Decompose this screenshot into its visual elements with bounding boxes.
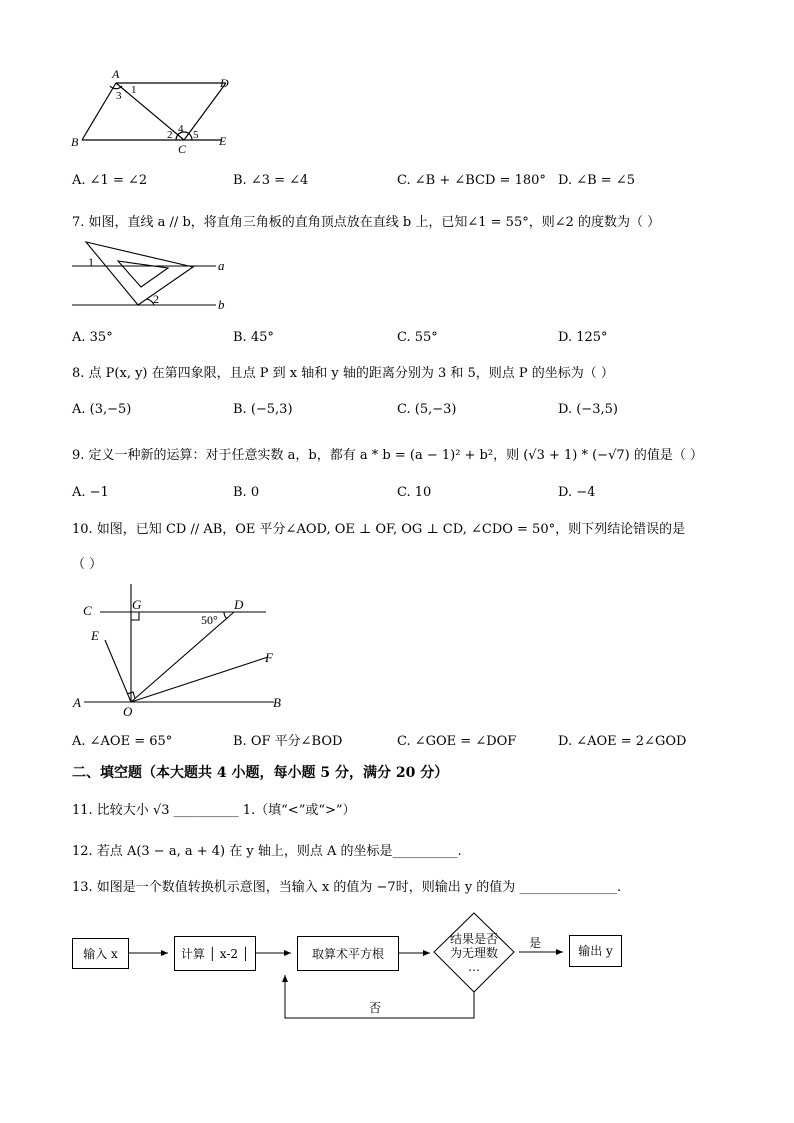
svg-text:5: 5 (193, 129, 199, 141)
q7-option-c: C. 55° (397, 330, 438, 345)
svg-text:2: 2 (167, 129, 173, 141)
svg-text:4: 4 (178, 123, 184, 135)
section-2-title: 二、填空题（本大题共 4 小题，每小题 5 分，满分 20 分） (72, 765, 449, 781)
svg-text:D: D (234, 597, 244, 612)
flow-decision-text: 结果是否 为无理数 … (449, 932, 498, 974)
q9-option-d: D. −4 (558, 485, 596, 500)
q6-option-d: D. ∠B = ∠5 (558, 173, 635, 188)
q11-stem: 11. 比较大小 √3 __________ 1.（填“<”或“>”） (72, 803, 356, 818)
q13-stem: 13. 如图是一个数值转换机示意图，当输入 x 的值为 −7时，则输出 y 的值为 _______________. (72, 880, 622, 895)
q8-stem: 8. 点 P(x, y) 在第四象限，且点 P 到 x 轴和 y 轴的距离分别为 3 和 5，则点 P 的坐标为（ ） (72, 366, 614, 381)
q10-stem: 10. 如图，已知 CD // AB，OE 平分∠AOD, OE ⊥ OF, OG ⊥ CD, ∠CDO = 50°，则下列结论错误的是 (72, 522, 686, 537)
svg-text:A: A (112, 67, 120, 81)
svg-text:50°: 50° (201, 613, 218, 627)
q9-stem: 9. 定义一种新的运算：对于任意实数 a，b，都有 a * b = (a − 1)² + b²，则 (√3 + 1) * (−√7) 的值是（ ） (72, 448, 703, 463)
flow-compute-box: 计算 │ x-2 │ (174, 936, 256, 971)
q6-option-b: B. ∠3 = ∠4 (233, 173, 309, 188)
q8-option-d: D. (−3,5) (558, 402, 618, 417)
q8-option-b: B. (−5,3) (233, 402, 293, 417)
q7-option-d: D. 125° (558, 330, 608, 345)
q10-option-b: B. OF 平分∠BOD (233, 734, 343, 749)
q9-option-b: B. 0 (233, 485, 260, 500)
q10-stem-paren: （ ） (72, 557, 103, 572)
q12-stem: 12. 若点 A(3 − a, a + 4) 在 y 轴上，则点 A 的坐标是__________. (72, 844, 462, 859)
svg-text:E: E (219, 134, 227, 148)
q10-option-d: D. ∠AOE = 2∠GOD (558, 734, 687, 749)
q7-option-a: A. 35° (72, 330, 113, 345)
svg-text:3: 3 (116, 90, 122, 102)
svg-text:1: 1 (131, 84, 137, 96)
flow-sqrt-box: 取算术平方根 (297, 936, 399, 971)
q10-option-a: A. ∠AOE = 65° (72, 734, 173, 749)
q8-option-c: C. (5,−3) (397, 402, 457, 417)
svg-text:B: B (71, 135, 79, 149)
q7-option-b: B. 45° (233, 330, 274, 345)
svg-text:a: a (218, 258, 225, 273)
q9-option-c: C. 10 (397, 485, 432, 500)
svg-text:G: G (132, 597, 142, 612)
flow-yes-label: 是 (529, 936, 542, 950)
q8-option-a: A. (3,−5) (72, 402, 132, 417)
svg-text:A: A (73, 695, 81, 710)
svg-text:O: O (123, 704, 133, 719)
svg-text:1: 1 (88, 255, 94, 269)
svg-text:F: F (265, 650, 273, 665)
svg-text:C: C (83, 603, 92, 618)
svg-text:C: C (178, 142, 187, 156)
q10-option-c: C. ∠GOE = ∠DOF (397, 734, 517, 749)
q7-stem: 7. 如图，直线 a // b，将直角三角板的直角顶点放在直线 b 上，已知∠1 = 55°，则∠2 的度数为（ ） (72, 215, 661, 230)
flow-input-box: 输入 x (72, 938, 129, 969)
svg-text:b: b (218, 297, 225, 312)
svg-text:B: B (273, 695, 281, 710)
svg-text:D: D (220, 76, 229, 90)
q6-option-c: C. ∠B + ∠BCD = 180° (397, 173, 546, 188)
flow-no-label: 否 (369, 1001, 382, 1015)
flow-output-box: 输出 y (569, 935, 622, 967)
q9-option-a: A. −1 (72, 485, 109, 500)
svg-text:E: E (91, 628, 99, 643)
svg-text:2: 2 (153, 292, 159, 306)
q6-option-a: A. ∠1 = ∠2 (72, 173, 148, 188)
